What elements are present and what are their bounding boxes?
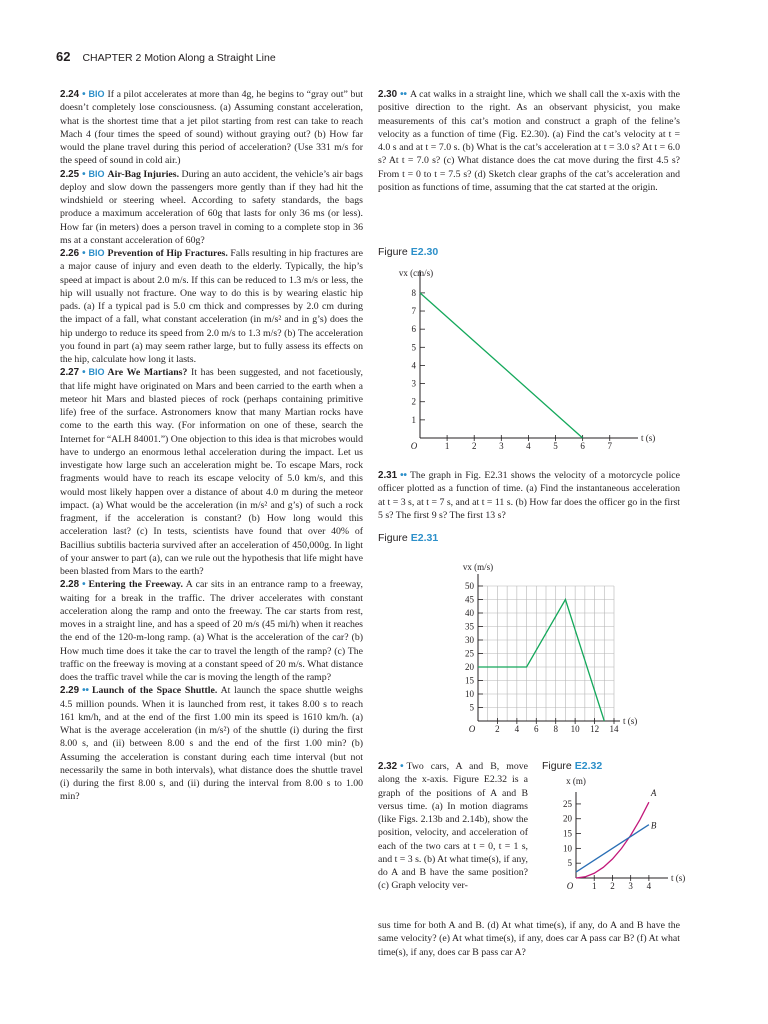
figure-e2-31-label: Figure E2.31 — [378, 532, 439, 544]
y-tick-label: 4 — [411, 360, 416, 371]
y-tick-label: 10 — [563, 843, 572, 854]
figure-e2-30-label: Figure E2.30 — [378, 246, 439, 258]
series-label-B: B — [650, 820, 657, 831]
y-tick-label: 45 — [465, 594, 474, 605]
series-line-vx — [420, 293, 583, 438]
x-tick-label: 12 — [590, 724, 600, 734]
x-tick-label: 1 — [444, 441, 450, 451]
origin-label: O — [468, 724, 476, 734]
right-column-mid — [378, 469, 680, 522]
x-axis-label: t (s) — [641, 433, 656, 443]
series-label-A: A — [650, 788, 657, 799]
problem-2-32-part2: sus time for both A and B. (d) At what time(s), if any, do A and B have the same velocity? (e) At what time(s), if any, does car A pass car B? (f) At what time(s), if any, does car B pass car A? — [378, 920, 680, 958]
x-tick-label: 6 — [580, 441, 585, 451]
y-tick-label: 5 — [411, 342, 416, 353]
right-column-top — [378, 88, 680, 194]
y-axis-label: vx (m/s) — [462, 562, 494, 572]
x-tick-label: 2 — [495, 724, 500, 734]
left-column — [60, 88, 363, 804]
x-tick-label: 1 — [591, 881, 597, 891]
x-tick-label: 2 — [471, 441, 477, 451]
figure-e2-32-label: Figure E2.32 — [542, 760, 603, 772]
chart-e2-30 — [378, 262, 680, 457]
chart-e2-31 — [440, 558, 640, 743]
chapter-title: CHAPTER 2 Motion Along a Straight Line — [82, 52, 276, 64]
y-tick-label: 35 — [465, 621, 474, 632]
y-tick-label: 20 — [563, 813, 572, 824]
x-tick-label: 3 — [499, 441, 504, 451]
problem-2-24: 2.24 • BIO If a pilot accelerates at more than 4g, he begins to “gray out” but doesn’t completely lose consciousness. (a) Assuming constant acceleration, what is the shortest time that a jet pilot starting from rest can take to reach Mach 4 (four times the speed of sound) without graying out? (b) How far would the plane travel during this period of acceleration? (Use 331 m/s for the speed of sound in cold air.) — [60, 89, 363, 167]
series-line-vx — [478, 600, 604, 722]
problem-2-28: 2.28 • Entering the Freeway. A car sits in an entrance ramp to a freeway, waiting for a break in the traffic. The driver accelerates with constant acceleration along the ramp and onto the freeway. The car starts from rest, moves in a straight line, and has a speed of 20 m/s (45 mi/h) when it reaches the end of the 120-m-long ramp. (a) What is the acceleration of the car? (b) How much time does it take the car to travel the length of the ramp? (c) The traffic on the freeway is moving at a constant speed of 20 m/s. What distance does the traffic travel while the car is moving the length of the ramp? — [60, 579, 363, 683]
x-axis-label: t (s) — [623, 716, 638, 726]
y-tick-label: 30 — [465, 635, 474, 645]
x-axis-label: t (s) — [671, 873, 686, 883]
problem-2-29: 2.29 •• Launch of the Space Shuttle. At launch the space shuttle weighs 4.5 million pounds. When it is launched from rest, it takes 8.00 s to reach 161 km/h, and at the end of the first 1.00 min its speed is 1610 km/h. (a) What is the average acceleration (in m/s²) of the shuttle (i) during the first 8.00 s, and (ii) between 8.00 s and the end of the first 1.00 min? (b) Assuming the acceleration is constant during each time interval (but not necessarily the same in both intervals), what distance does the shuttle travel (i) during the first 8.00 s, and (ii) during the interval from 8.00 s to 1.00 min? — [60, 685, 363, 803]
y-tick-label: 8 — [411, 287, 416, 298]
problem-2-32-part1: 2.32 • Two cars, A and B, move along the x-axis. Figure E2.32 is a graph of the positions of A and B versus time. (a) In motion diagrams (like Figs. 2.13b and 2.14b), show the position, velocity, and acceleration of each of the two cars at t = 0, t = 1 s, and t = 3 s. (b) At what time(s), if any, do A and B have the same position? (c) Graph velocity ver- — [378, 761, 528, 892]
y-tick-label: 3 — [411, 378, 416, 389]
series-line-B — [576, 825, 649, 872]
problem-2-26: 2.26 • BIO Prevention of Hip Fractures. Falls resulting in hip fractures are a major cause of injury and even death to the elderly. Typically, the hip’s speed at impact is about 2.0 m/s. If this can be reduced to 1.3 m/s or less, the hip will usually not fracture. One way to do this is by wearing elastic hip pads. (a) If a typical pad is 5.0 cm thick and compresses by 2.0 cm during the impact of a fall, what constant acceleration (in m/s² and in g’s) does the hip undergo to reduce its speed from 2.0 m/s to 1.3 m/s? (b) The acceleration you found in part (a) may seem rather large, but to fully assess its effects on the hip, calculate how long it lasts. — [60, 248, 363, 365]
y-tick-label: 25 — [563, 798, 572, 809]
x-tick-label: 5 — [553, 441, 558, 451]
origin-label: O — [566, 881, 574, 891]
x-tick-label: 14 — [609, 724, 619, 734]
page-number: 62 — [56, 49, 71, 64]
y-tick-label: 50 — [465, 581, 474, 591]
y-tick-label: 7 — [411, 306, 416, 317]
x-tick-label: 4 — [526, 441, 531, 451]
y-tick-label: 15 — [563, 828, 572, 839]
problem-2-27: 2.27 • BIO Are We Martians? It has been suggested, and not facetiously, that life might have originated on Mars and been carried to the earth when a meteor hit Mars and blasted pieces of rock (perhaps containing primitive life) free of the surface. Astronomers know that many Martian rocks have come to the earth this way. (For information on one of these, search the Internet for “ALH 84001.”) One objection to this idea is that microbes would have to undergo an enormous lethal acceleration during the impact. Let us investigate how large such an acceleration might be. To escape Mars, rock fragments would have to reach its escape velocity of 5.0 km/s, and this would most likely happen over a distance of about 4.0 m during the meteor impact. (a) What would be the acceleration (in m/s² and g’s) of such a rock fragment, if the acceleration is constant? (b) How long would this acceleration last? (c) In tests, scientists have found that over 40% of Bacillius subtilis bacteria survived after an acceleration of 450,000g. In light of your answer to part (a), can we rule out the hypothesis that life might have been blasted from Mars to the earth? — [60, 367, 364, 577]
x-tick-label: 8 — [553, 724, 558, 734]
x-tick-label: 3 — [628, 881, 633, 891]
x-tick-label: 10 — [570, 724, 580, 734]
x-tick-label: 4 — [514, 724, 520, 734]
y-tick-label: 5 — [567, 858, 572, 869]
x-tick-label: 6 — [534, 724, 539, 734]
y-tick-label: 6 — [411, 324, 416, 335]
y-tick-label: 15 — [465, 675, 474, 686]
origin-label: O — [410, 441, 418, 451]
chart-e2-32 — [542, 776, 686, 903]
y-tick-label: 20 — [465, 662, 474, 672]
x-tick-label: 2 — [610, 881, 615, 891]
y-tick-label: 40 — [465, 608, 474, 618]
y-axis-label: x (m) — [566, 776, 586, 786]
y-tick-label: 1 — [411, 414, 416, 425]
problem-2-31: 2.31 •• The graph in Fig. E2.31 shows the velocity of a motorcycle police officer plotted as a function of time. (a) Find the instantaneous acceleration at t = 3 s, at t = 7 s, and at t = 11 s. (b) How far does the officer go in the first 5 s? The first 9 s? The first 13 s? — [378, 470, 680, 521]
y-tick-label: 25 — [465, 648, 474, 659]
y-tick-label: 2 — [411, 396, 416, 407]
y-axis-label: vx (cm/s) — [398, 268, 434, 278]
series-line-A — [576, 802, 649, 878]
y-tick-label: 10 — [465, 689, 474, 699]
x-tick-label: 4 — [646, 881, 652, 891]
x-tick-label: 7 — [607, 441, 612, 451]
problem-2-25: 2.25 • BIO Air-Bag Injuries. During an auto accident, the vehicle’s air bags deploy and slow down the passengers more gently than if they had hit the windshield or steering wheel. According to safety standards, the bags produce a maximum acceleration of 60g that lasts for only 36 ms (or less). How far (in meters) does a person travel in coming to a complete stop in 36 ms at a constant acceleration of 60g? — [60, 168, 363, 246]
y-tick-label: 5 — [469, 702, 474, 713]
problem-2-30: 2.30 •• A cat walks in a straight line, which we shall call the x-axis with the positive direction to the right. As an observant physicist, you make measurements of this cat’s motion and construct a graph of the feline’s velocity as a function of time (Fig. E2.30). (a) Find the cat’s velocity at t = 4.0 s and at t = 7.0 s. (b) What is the cat’s acceleration at t = 3.0 s? At t = 6.0 s? At t = 7.0 s? (c) What distance does the cat move during the first 4.5 s? From t = 0 to t = 7.5 s? (d) Sketch clear graphs of the cat’s acceleration and position as functions of time, assuming that the cat started at the origin. — [378, 89, 680, 193]
page-header — [56, 48, 276, 66]
